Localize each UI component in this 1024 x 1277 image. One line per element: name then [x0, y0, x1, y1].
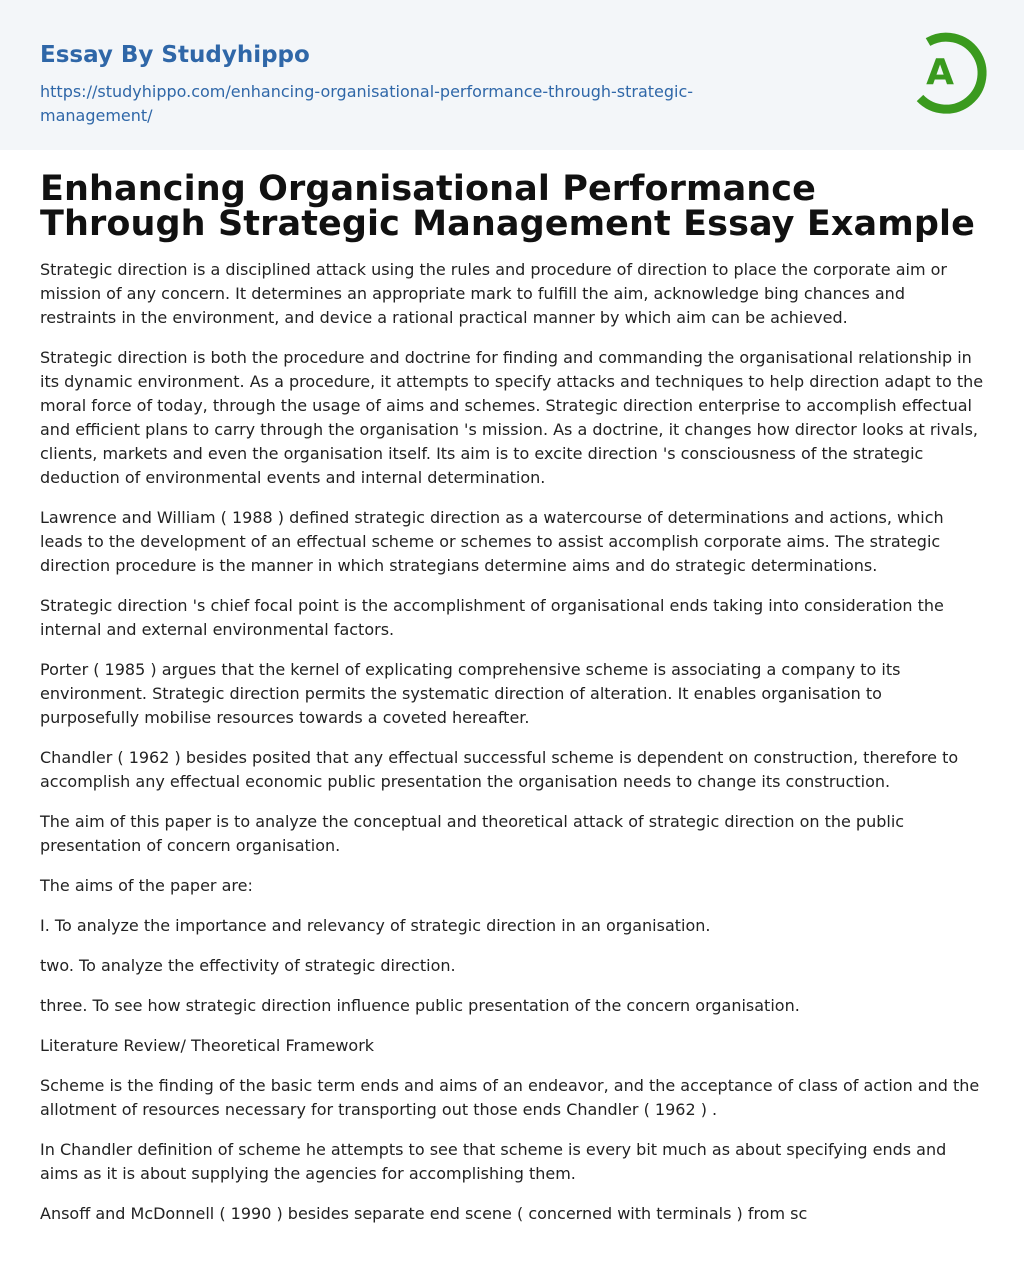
article-paragraph: Strategic direction 's chief focal point is the accomplishment of organisational ends taking into consideration the internal and external environmental factors. — [40, 596, 944, 639]
article-paragraph: Chandler ( 1962 ) besides posited that any effectual successful scheme is dependent on construction, therefore to accomplish any effectual economic public presentation the organisation needs to change its construction. — [40, 748, 959, 791]
article-paragraph: In Chandler definition of scheme he attempts to see that scheme is every bit much as about specifying ends and aims as it is about supplying the agencies for accomplishing them. — [40, 1140, 947, 1183]
article-paragraph: Strategic direction is a disciplined attack using the rules and procedure of direction to place the corporate aim or mission of any concern. It determines an appropriate mark to fulfill the aim, acknowledge bing chances and restraints in the environment, and device a rational practical manner by which aim can be achieved. — [40, 260, 947, 327]
article-paragraph: Scheme is the finding of the basic term ends and aims of an endeavor, and the acceptance of class of action and the allotment of resources necessary for transporting out those ends Chandler ( 1962 ) . — [40, 1076, 980, 1119]
article-paragraph: Ansoff and McDonnell ( 1990 ) besides separate end scene ( concerned with terminals ) from sc — [40, 1204, 808, 1223]
article-paragraph: Lawrence and William ( 1988 ) defined strategic direction as a watercourse of determinations and actions, which leads to the development of an effectual scheme or schemes to assist accomplish corporate aims. The strategic direction procedure is the manner in which strategians determine aims and do strategic determinations. — [40, 508, 944, 575]
article-paragraph: Porter ( 1985 ) argues that the kernel of explicating comprehensive scheme is associating a company to its environment. Strategic direction permits the systematic direction of alteration. It enables organisation to purposefully mobilise resources towards a coveted hereafter. — [40, 660, 901, 727]
article-title: Enhancing Organisational Performance Through Strategic Management Essay Example — [40, 169, 975, 244]
studyhippo-logo-icon[interactable] — [906, 26, 990, 118]
aim-list-item: I. To analyze the importance and relevancy of strategic direction in an organisation. — [40, 916, 711, 935]
aim-list-item: two. To analyze the effectivity of strategic direction. — [40, 956, 456, 975]
source-url-link[interactable]: https://studyhippo.com/enhancing-organisational-performance-through-strategic-management/ — [40, 82, 694, 125]
article-paragraph: Strategic direction is both the procedure and doctrine for finding and commanding the organisational relationship in its dynamic environment. As a procedure, it attempts to specify attacks and techniques to help direction adapt to the moral force of today, through the usage of aims and schemes. Strategic direction enterprise to accomplish effectual and efficient plans to carry through the organisation 's mission. As a doctrine, it changes how director looks at rivals, clients, markets and even the organisation itself. Its aim is to excite direction 's consciousness of the strategic deduction of environmental events and internal determination. — [40, 348, 984, 487]
site-brand[interactable]: Essay By Studyhippo — [40, 42, 310, 68]
site-header — [0, 0, 1024, 150]
article-body — [0, 150, 1024, 1226]
section-heading: Literature Review/ Theoretical Framework — [40, 1036, 375, 1055]
article-paragraph: The aim of this paper is to analyze the conceptual and theoretical attack of strategic direction on the public presentation of concern organisation. — [40, 812, 905, 855]
aim-list-item: three. To see how strategic direction influence public presentation of the concern organisation. — [40, 996, 800, 1015]
article-paragraph: The aims of the paper are: — [40, 876, 253, 895]
logo-letter: A — [926, 52, 954, 93]
